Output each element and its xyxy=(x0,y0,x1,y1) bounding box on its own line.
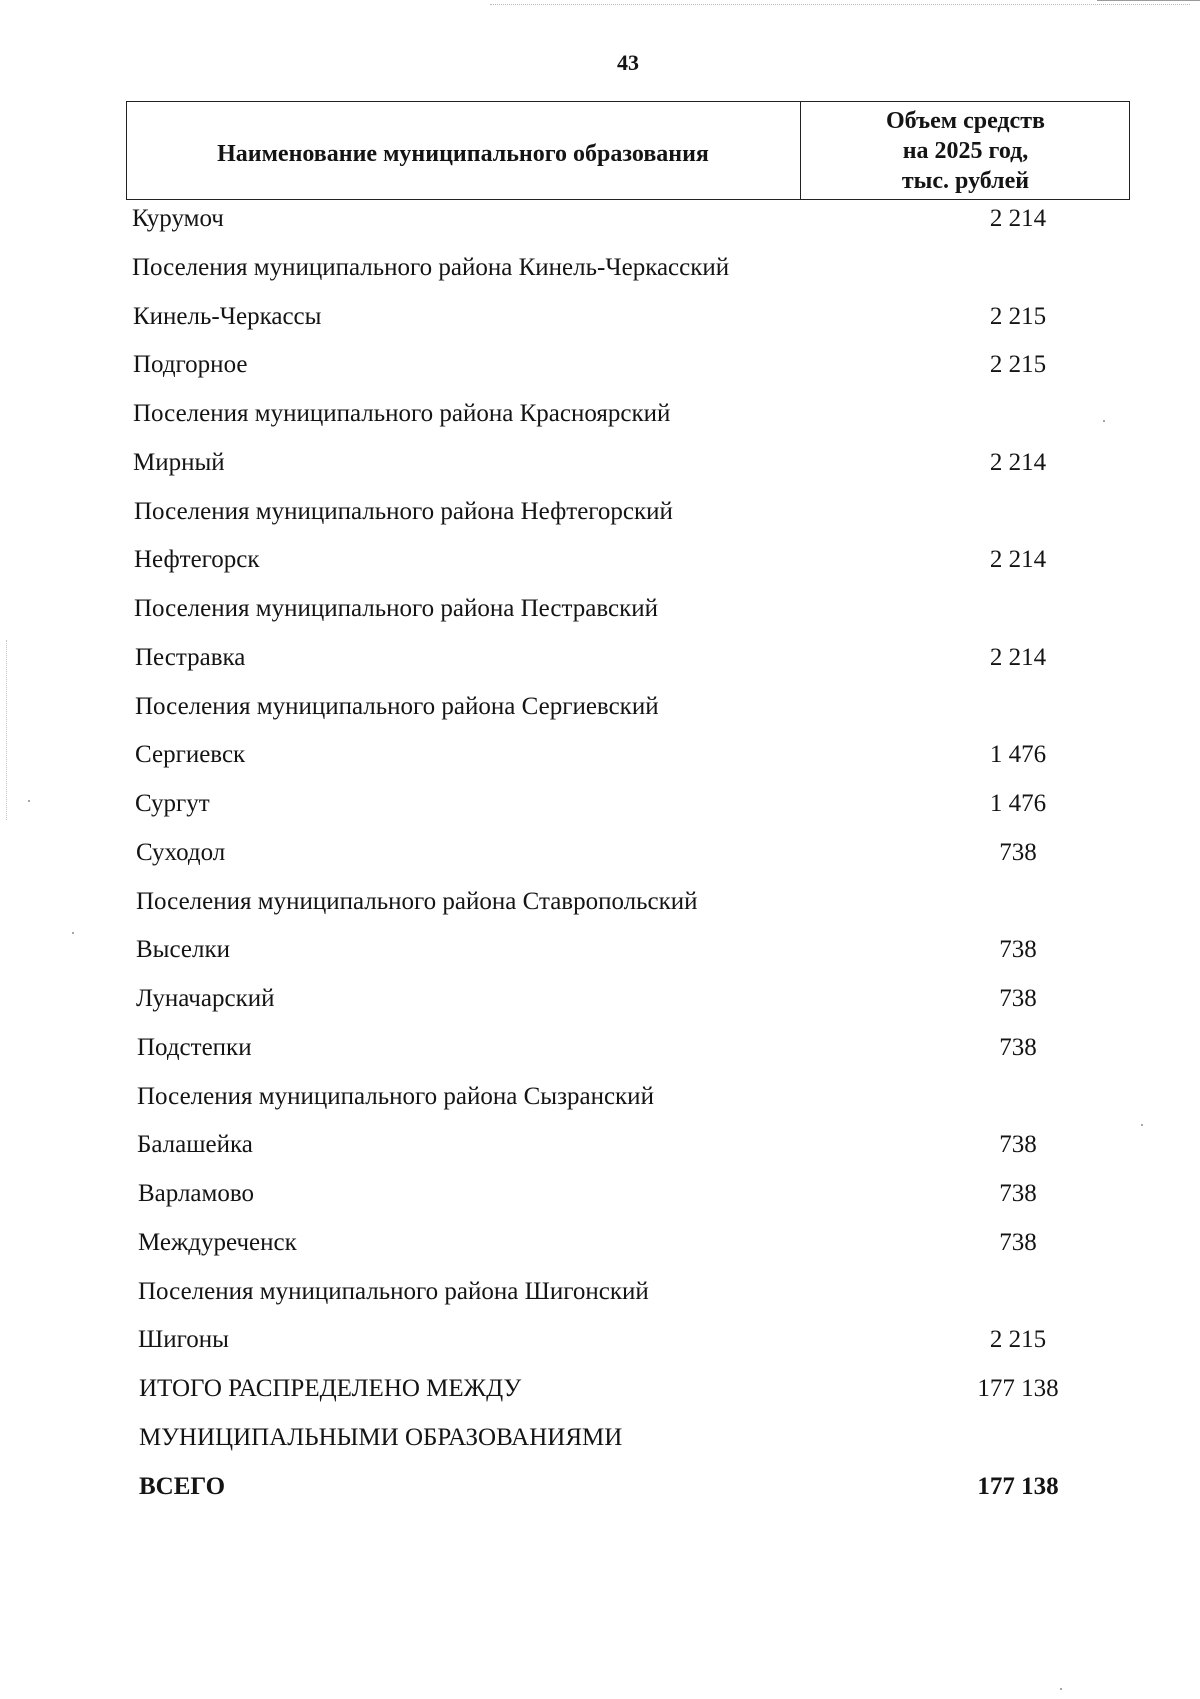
row-value: 2 214 xyxy=(989,205,1047,232)
row-name: Поселения муниципального района Нефтегорский xyxy=(134,498,673,525)
table-row xyxy=(0,202,1200,236)
row-name: Выселки xyxy=(136,936,230,963)
row-name: ВСЕГО xyxy=(139,1473,226,1500)
row-name: Шигоны xyxy=(138,1326,229,1353)
row-value: 177 138 xyxy=(977,1375,1059,1402)
row-name: Луначарский xyxy=(136,985,275,1012)
row-value: 738 xyxy=(999,1180,1037,1207)
table-row xyxy=(0,1470,1200,1504)
table-row xyxy=(0,543,1200,577)
scan-speck xyxy=(1060,1688,1062,1690)
header-name-column: Наименование муниципального образования xyxy=(217,141,709,167)
row-value: 2 214 xyxy=(989,449,1047,476)
scan-edge-top xyxy=(490,4,1190,5)
table-row xyxy=(0,397,1200,431)
row-value: 1 476 xyxy=(989,790,1047,817)
row-name: Поселения муниципального района Красноярский xyxy=(133,400,671,427)
scan-edge-right xyxy=(1097,0,1200,1)
row-name: Мирный xyxy=(133,449,225,476)
table-row xyxy=(0,348,1200,382)
row-name: Подгорное xyxy=(133,351,248,378)
header-value-line: Объем средств xyxy=(886,108,1045,134)
table-row xyxy=(0,1275,1200,1309)
row-name: Суходол xyxy=(136,839,226,866)
table-row xyxy=(0,1080,1200,1114)
table-row xyxy=(0,690,1200,724)
row-value: 738 xyxy=(999,1034,1037,1061)
table-row xyxy=(0,251,1200,285)
row-name: Поселения муниципального района Ставропольский xyxy=(136,888,698,915)
table-row xyxy=(0,787,1200,821)
row-value: 2 214 xyxy=(989,546,1047,573)
page-number: 43 xyxy=(617,50,639,75)
table-row xyxy=(0,1128,1200,1162)
table-row xyxy=(0,1177,1200,1211)
table-row xyxy=(0,495,1200,529)
row-name: ИТОГО РАСПРЕДЕЛЕНО МЕЖДУ xyxy=(139,1375,522,1402)
row-name: Варламово xyxy=(138,1180,254,1207)
table-row xyxy=(0,1323,1200,1357)
row-name: Сергиевск xyxy=(135,741,246,768)
table-row xyxy=(0,300,1200,334)
row-name: Поселения муниципального района Сызранский xyxy=(137,1083,654,1110)
header-value-column xyxy=(801,106,1130,196)
row-value: 2 215 xyxy=(989,1326,1047,1353)
table-row xyxy=(0,933,1200,967)
row-value: 2 215 xyxy=(989,303,1047,330)
table-row xyxy=(0,592,1200,626)
row-name: Поселения муниципального района Пестравский xyxy=(134,595,658,622)
row-value: 738 xyxy=(999,936,1037,963)
table-row xyxy=(0,1372,1200,1406)
row-value: 738 xyxy=(999,1229,1037,1256)
row-value: 1 476 xyxy=(989,741,1047,768)
row-name: Поселения муниципального района Сергиевский xyxy=(135,693,659,720)
row-name: Балашейка xyxy=(137,1131,253,1158)
table-row xyxy=(0,982,1200,1016)
row-value: 738 xyxy=(999,1131,1037,1158)
row-name: Нефтегорск xyxy=(134,546,260,573)
table-row xyxy=(0,885,1200,919)
row-value: 2 215 xyxy=(989,351,1047,378)
row-name: Поселения муниципального района Кинель-Черкасский xyxy=(132,254,730,281)
header-value-line: тыс. рублей xyxy=(901,168,1030,194)
table-row xyxy=(0,1226,1200,1260)
table-row xyxy=(0,836,1200,870)
row-name: Сургут xyxy=(135,790,210,817)
row-name: Подстепки xyxy=(137,1034,252,1061)
row-value: 738 xyxy=(999,839,1037,866)
row-name: Поселения муниципального района Шигонский xyxy=(138,1278,649,1305)
row-value: 738 xyxy=(999,985,1037,1012)
row-name: Пестравка xyxy=(135,644,246,671)
table-row xyxy=(0,738,1200,772)
row-name: Курумоч xyxy=(132,205,224,232)
row-value: 2 214 xyxy=(989,644,1047,671)
header-value-line: на 2025 год, xyxy=(902,138,1029,164)
table-row xyxy=(0,641,1200,675)
row-value: 177 138 xyxy=(977,1473,1059,1500)
row-name: МУНИЦИПАЛЬНЫМИ ОБРАЗОВАНИЯМИ xyxy=(139,1424,623,1451)
scan-speck xyxy=(1141,1124,1143,1126)
row-name: Междуреченск xyxy=(138,1229,297,1256)
table-row xyxy=(0,1031,1200,1065)
table-row xyxy=(0,1421,1200,1455)
row-name: Кинель-Черкассы xyxy=(133,303,322,330)
table-row xyxy=(0,446,1200,480)
